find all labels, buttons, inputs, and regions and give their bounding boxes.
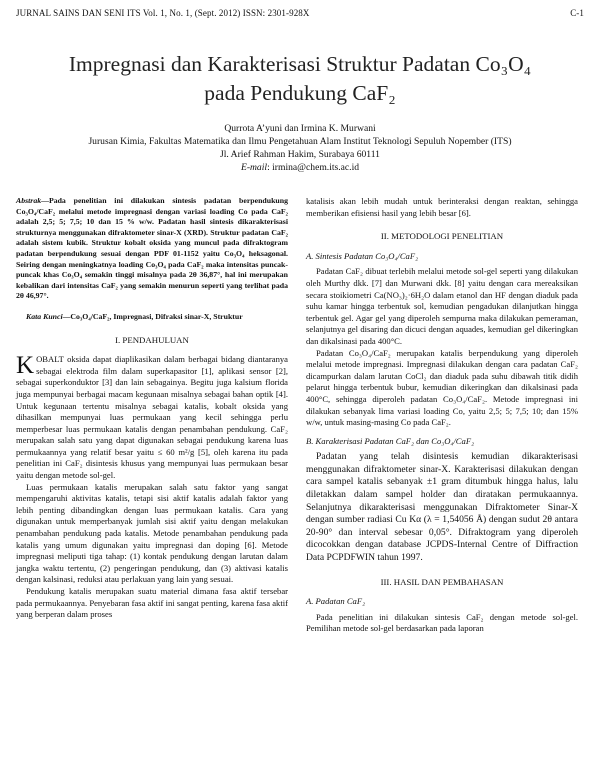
- abstract-label: Abstrak: [16, 196, 42, 205]
- method-paragraph-1: Padatan CaF₂ dibuat terlebih melalui metode sol-gel seperti yang dilakukan oleh Murthy dkk. [7] dan Murwani dkk. [8] yaitu dengan cara mereaksikan secara stoikiometri Ca(NO₃)₂·6H₂O dalam etanol dan HF dengan diaduk pada suhu kamar hingga terbentuk sol, kemudian pengadukan dilanjutkan hingga terbentuk gel. Agar gel yang diperoleh sempurna maka dilakukan pemeraman, selanjutnya gel disaring dan dicuci dengan aquades, kemudian gel dikeringkan dan dikalsinasi pada 400°C.: [306, 266, 578, 346]
- intro-paragraph-1: KOBALT oksida dapat diaplikasikan dalam berbagai bidang diantaranya sebagai elektroda film dalam superkapasitor [1], aplikasi sensor [2], sebagai superkonduktor [3] dan lain sebagainya. Begitu juga kalsium florida juga mempunyai berbagai macam kegunaan misalnya sebagai bahan optik [4]. Untuk kegunaan tertentu misalnya sebagai katalis, kobalt oksida yang dihasilkan mempunyai luas permukaan yang kecil sehingga perlu memperbesar luas permukaan katalis dengan penambahan pendukung. CaF₂ merupakan salah satu yang dapat digunakan sebagai pendukung karena luas permukaannya yang relatif besar yaitu ≤ 60 m²/g [5], oleh karena itu pada penelitian ini CaF₂ disintesis khusus yang mempunyai luas permukaan besar yaitu dengan metode sol-gel.: [16, 352, 288, 481]
- running-header: [16, 8, 584, 18]
- email-line: [0, 161, 600, 174]
- intro-paragraph-3: Pendukung katalis merupakan suatu material dimana fasa aktif tersebar pada permukaannya. Penyebaran fasa aktif ini sangat penting, karena fasa aktif yang berperan dalam proses: [16, 586, 288, 620]
- subsection-caf2: A. Padatan CaF₂: [306, 596, 366, 607]
- page-number: C-1: [570, 8, 584, 18]
- left-column: [16, 196, 288, 621]
- method-paragraph-2: Padatan Co₃O₄/CaF₂ merupakan katalis berpendukung yang diperoleh melalui metode impregnasi. Impregnasi dilakukan dengan cara padatan CaF₂ dicampurkan dalam larutan CoCl₂ dan diaduk pada suhu dibawah titik didih pelarut hingga terbentuk bubur, kemudian dikeringkan dan dikalsinasi pada 400°C, sehingga diperoleh padatan Co₃O₄/CaF₂. Metode impregnasi ini dilakukan sebanyak lima variasi loading Co, yaitu 2,5; 5; 7,5; 10; dan 15% w/w, untuk masing-masing Co pada CaF₂.: [306, 347, 578, 428]
- section-heading-method: II. METODOLOGI PENELITIAN: [380, 231, 504, 242]
- abstract: [16, 196, 288, 302]
- abstract-text: —Pada penelitian ini dilakukan sintesis padatan berpendukung Co₃O₄/CaF₂ melalui metode impregnasi dengan variasi loading Co pada CaF₂ adalah 2,5; 5; 7,5; 10 dan 15 % w/w. Padatan hasil sintesis dikarakterisasi strukturnya menggunakan difraktometer sinar-X (XRD). Struktur padatan CaF₂ adalah sistem kubik. Struktur kobalt oksida yang muncul pada difraktogram padatan berpendukung sesuai dengan PDF 01-1152 yaitu Co₃O₄ heksagonal. Seiring dengan meningkatnya loading Co₃O₄ pada CaF₂ maka intensitas puncak-puncak khas Co₃O₄ semakin tinggi misalnya pada 2θ 36,87°, hal ini merupakan kebalikan dari intensitas CaF₂ yang semakin menurun seperti yang terlihat pada 2θ 46,97°.: [16, 196, 288, 301]
- author-block: [0, 122, 600, 174]
- affiliation: Jurusan Kimia, Fakultas Matematika dan Ilmu Pengetahuan Alam Institut Teknologi Sepuluh Nopember (ITS): [88, 136, 512, 147]
- author-names: Qurrota A’yuni dan Irmina K. Murwani: [224, 123, 376, 134]
- drop-cap: K: [16, 352, 35, 380]
- email-label: E-mail: [240, 162, 268, 173]
- title-line-2: pada Pendukung CaF₂: [204, 81, 396, 105]
- keywords-text: —Co₃O₄/CaF₂, Impregnasi, Difraksi sinar-X, Struktur: [62, 311, 243, 321]
- paper-title: [0, 50, 600, 108]
- title-line-1: Impregnasi dan Karakterisasi Struktur Padatan Co₃O₄: [68, 52, 532, 76]
- journal-info: JURNAL SAINS DAN SENI ITS Vol. 1, No. 1, (Sept. 2012) ISSN: 2301-928X: [16, 8, 310, 18]
- intro-continuation: katalisis akan lebih mudah untuk berinteraksi dengan reaktan, sehingga memberikan efisiensi hasil yang lebih besar [6].: [306, 196, 578, 218]
- results-paragraph-1: Pada penelitian ini dilakukan sintesis CaF₂ dengan metode sol-gel. Pemilihan metode sol-gel berdasarkan pada laporan: [306, 611, 578, 634]
- right-column: [306, 196, 578, 635]
- intro-paragraph-2: Luas permukaan katalis merupakan salah satu faktor yang sangat mempengaruhi aktivitas katalis, tetapi sisi aktif katalis adalah faktor yang lebih penting dibandingkan dengan luas permukaan katalis. Cara yang digunakan untuk memperbanyak jumlah sisi aktif yaitu dengan melakukan penambahan pendukung pada katalis. Metode penambahan pendukung pada katalis yang umum digunakan yaitu impregnasi dan doping [6]. Metode impregnasi meliputi tiga tahap: (1) kontak pendukung dengan larutan dalam jangka waktu tertentu, (2) pengeringan pendukung, dan (3) aktivasi katalis dengan kalsinasi, reduksi atau perlakuan yang lain yang sesuai.: [16, 481, 288, 585]
- keywords: [16, 312, 288, 323]
- address: Jl. Arief Rahman Hakim, Surabaya 60111: [220, 149, 380, 160]
- section-heading-results: III. HASIL DAN PEMBAHASAN: [380, 576, 504, 587]
- subsection-characterization: B. Karakterisasi Padatan CaF₂ dan Co₃O₄/CaF₂: [306, 435, 475, 446]
- keywords-label: Kata Kunci: [26, 311, 63, 321]
- characterization-paragraph: Padatan yang telah disintesis kemudian dikarakterisasi menggunakan difraktometer sinar-X. Karakterisasi dilakukan dengan cara sampel katalis sebanyak ±1 gram ditumbuk hingga halus, lalu diletakkan dalam sampel holder dan diratakan permukaannya. Selanjutnya dikarakterisasi menggunakan Difraktometer Sinar-X dengan sumber radiasi Cu Kα (λ = 1,54056 Å) dengan sudut 2θ antara 20-90° dan interval sebesar 0,05°. Difraktogram yang diperoleh dicocokkan dengan database JCPDS-Internal Centre of Diffraction Data PCPDFWIN tahun 1997.: [306, 451, 578, 564]
- email[interactable]: : irmina@chem.its.ac.id: [267, 162, 360, 173]
- subsection-synthesis: A. Sintesis Padatan Co₃O₄/CaF₂: [306, 250, 419, 261]
- section-heading-intro: I. PENDAHULUAN: [115, 334, 189, 345]
